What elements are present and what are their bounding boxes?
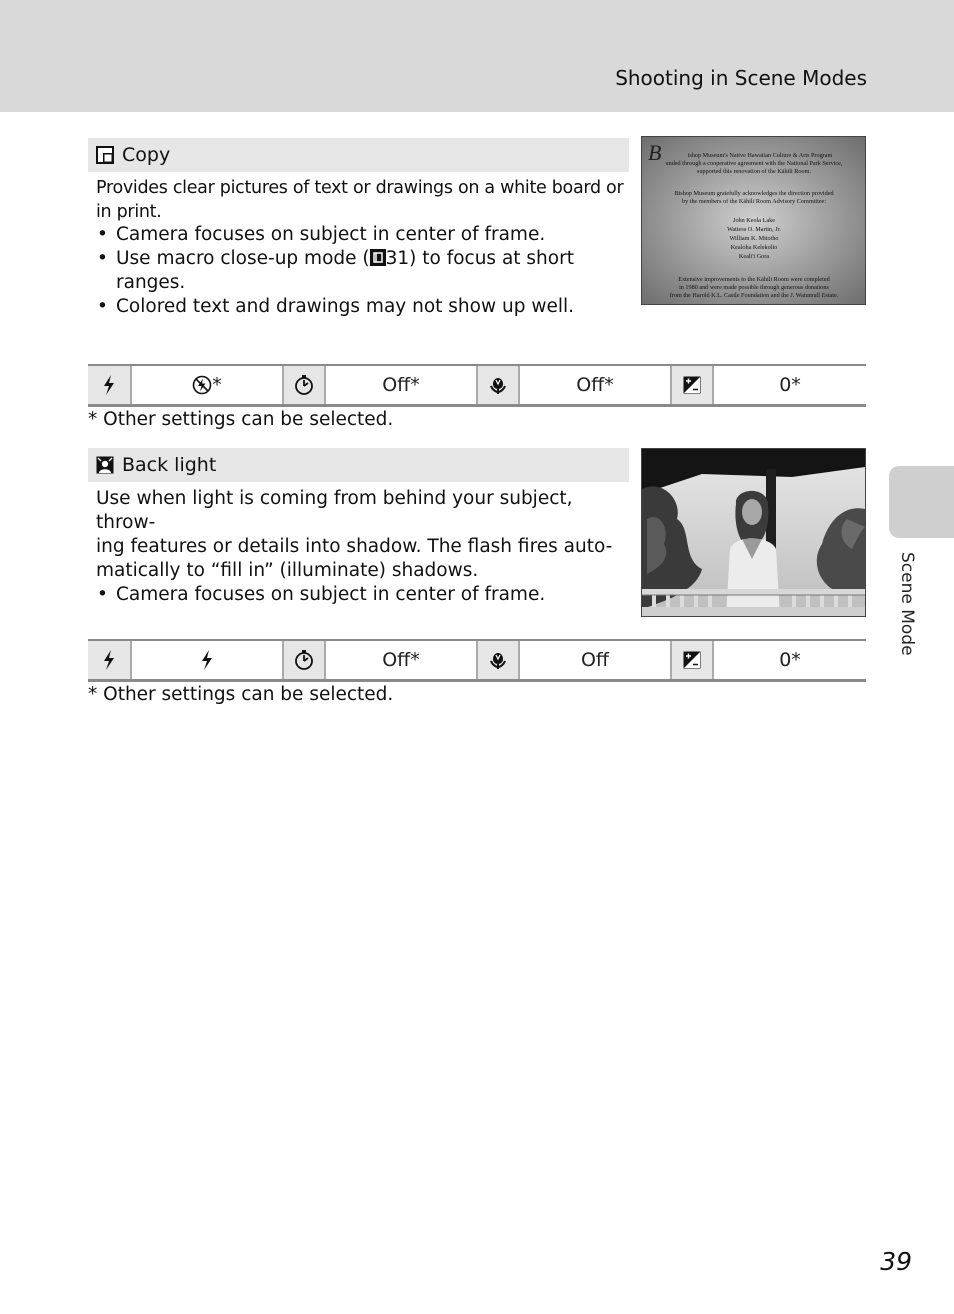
self-timer-icon (282, 641, 326, 679)
self-timer-icon (282, 366, 326, 404)
footnote: * Other settings can be selected. (88, 409, 394, 430)
flash-setting-text: * (212, 374, 222, 396)
back-light-mode-icon (96, 456, 114, 474)
copy-mode-icon (96, 146, 114, 164)
flash-setting-value (132, 641, 282, 679)
macro-mode-value: Off (580, 649, 610, 671)
settings-table-back-light (88, 639, 866, 682)
svg-text:ishop Museum's Native Hawaiian: ishop Museum's Native Hawaiian Culture & Arts Program (687, 152, 833, 159)
flash-mode-icon (88, 641, 132, 679)
section-heading-back-light (88, 448, 629, 482)
exposure-compensation-icon (670, 641, 714, 679)
svg-text:Wattera O. Martin, Jr.: Wattera O. Martin, Jr. (727, 226, 781, 233)
svg-text:in 1980 and were made possible: in 1980 and were made possible through generous donations (679, 284, 829, 291)
section-description (96, 487, 626, 607)
svg-text:William K. Mitoiho: William K. Mitoiho (729, 235, 779, 242)
svg-text:Extensive improvements to the: Extensive improvements to the Kāhili Room were completed (678, 276, 830, 283)
list-item-text: Use macro close-up mode ( (116, 248, 370, 269)
list-item: • Colored text and drawings may not show up well. (96, 295, 626, 319)
self-timer-value: Off* (382, 649, 420, 671)
svg-text:Keali'i Gora: Keali'i Gora (738, 253, 770, 260)
page-reference-icon (370, 249, 386, 266)
intro-line: ing features or details into shadow. The flash fires auto- (96, 536, 613, 557)
svg-text:unded through a cooperative ag: unded through a cooperative agreement with the National Park Service, (665, 160, 843, 167)
svg-text:John Keola Lake: John Keola Lake (733, 217, 775, 224)
intro-line: matically to “fill in” (illuminate) shadows. (96, 560, 479, 581)
list-item-text: 31) to focus at short ranges. (116, 248, 574, 293)
sample-photo-copy (641, 136, 866, 305)
list-item: • Camera focuses on subject in center of frame. (96, 583, 626, 607)
flash-off-icon (192, 375, 212, 395)
page-header (0, 0, 954, 112)
self-timer-value: Off* (382, 374, 420, 396)
section-bullets (96, 223, 626, 319)
intro-text: Provides clear pictures of text or drawings on a white board or in print. (96, 178, 624, 222)
svg-text:Kealoha Kelekolio: Kealoha Kelekolio (730, 244, 778, 251)
svg-text:supported this renovation of t: supported this renovation of the Kāhili Room. (697, 168, 811, 175)
svg-text:B: B (648, 140, 662, 165)
macro-mode-value: Off* (576, 374, 614, 396)
section-description (96, 176, 626, 224)
section-heading-copy (88, 138, 629, 172)
page-number: 39 (880, 1247, 912, 1276)
intro-line: Use when light is coming from behind your subject, throw- (96, 488, 573, 533)
sample-photo-back-light (641, 448, 866, 617)
exposure-compensation-value: 0* (779, 649, 801, 671)
flash-on-icon (200, 650, 214, 670)
svg-text:from the Harold K.L. Castle Fo: from the Harold K.L. Castle Foundation and the J. Watumull Estate. (669, 292, 839, 299)
footnote: * Other settings can be selected. (88, 684, 394, 705)
section-title: Back light (122, 454, 217, 476)
side-tab-label-wrapper (895, 552, 919, 672)
flash-mode-icon (88, 366, 132, 404)
svg-text:by the members of the Kāhili R: by the members of the Kāhili Room Advisory Committee: (681, 198, 827, 205)
list-item: • Camera focuses on subject in center of frame. (96, 223, 626, 247)
exposure-compensation-value: 0* (779, 374, 801, 396)
macro-mode-icon (476, 641, 520, 679)
section-title: Copy (122, 144, 171, 166)
list-item (96, 247, 626, 295)
side-tab-label: Scene Mode (897, 552, 917, 656)
macro-mode-icon (476, 366, 520, 404)
page-title: Shooting in Scene Modes (615, 66, 867, 90)
side-tab-marker (889, 466, 954, 538)
exposure-compensation-icon (670, 366, 714, 404)
flash-setting-value (132, 366, 282, 404)
settings-table-copy (88, 364, 866, 407)
svg-text:Bishop Museum gratefully ackno: Bishop Museum gratefully acknowledges the direction provided (674, 190, 834, 197)
